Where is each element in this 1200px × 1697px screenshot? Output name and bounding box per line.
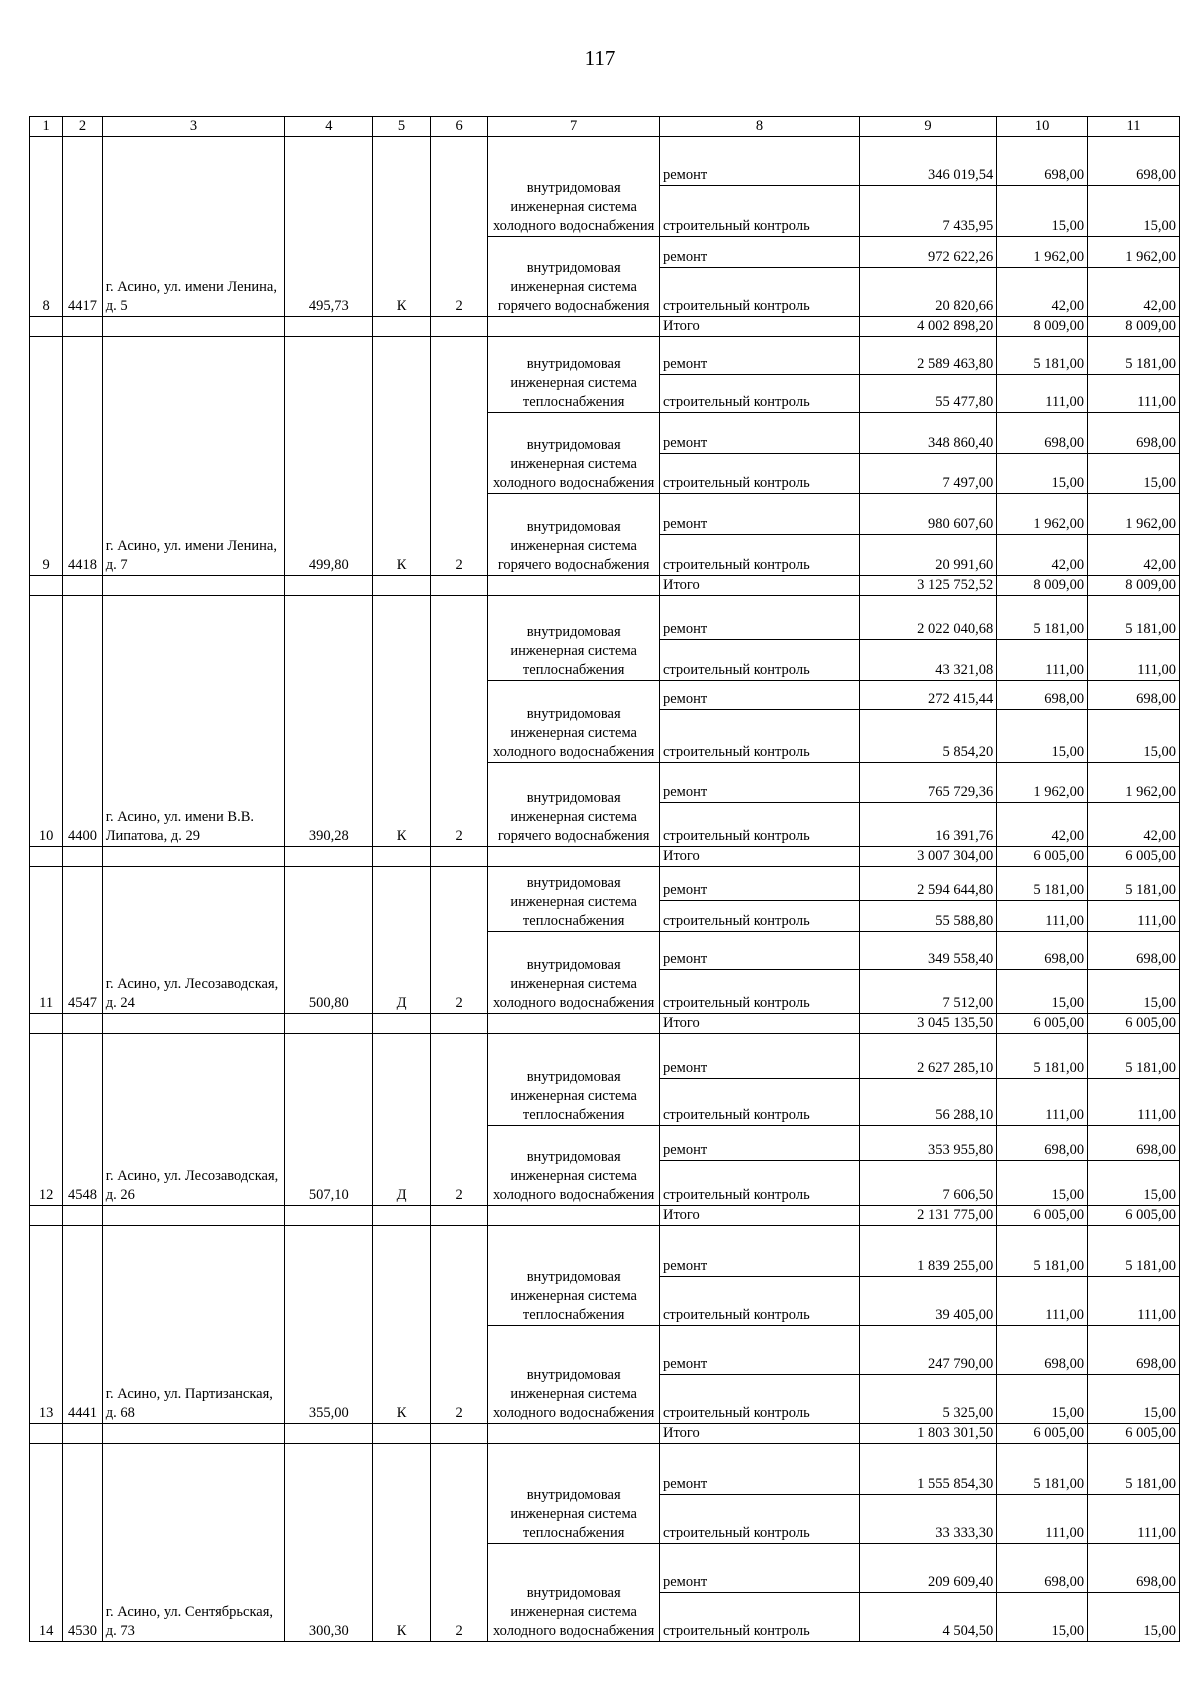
empty-cell	[285, 317, 373, 337]
control-amount: 7 497,00	[859, 454, 996, 494]
control-amount: 111,00	[997, 1277, 1088, 1326]
building-area: 495,73	[285, 137, 373, 317]
control-amount: 7 512,00	[859, 970, 996, 1014]
work-type-repair: ремонт	[659, 867, 859, 901]
system-name: внутридомовая инженерная система холодного водоснабжения	[488, 413, 660, 494]
repair-amount: 1 962,00	[1088, 494, 1180, 535]
control-amount: 15,00	[997, 454, 1088, 494]
repair-row	[30, 1034, 1180, 1079]
repair-amount: 5 181,00	[1088, 596, 1180, 640]
empty-cell	[285, 1206, 373, 1226]
control-amount: 15,00	[997, 1375, 1088, 1424]
work-type-control: строительный контроль	[659, 535, 859, 576]
total-amount: 6 005,00	[997, 1014, 1088, 1034]
building-address: г. Асино, ул. Лесозаводская, д. 26	[102, 1034, 285, 1206]
total-amount: 6 005,00	[1088, 847, 1180, 867]
empty-cell	[488, 317, 660, 337]
total-row	[30, 1206, 1180, 1226]
work-type-control: строительный контроль	[659, 1161, 859, 1206]
empty-cell	[63, 317, 102, 337]
repair-amount: 1 962,00	[997, 763, 1088, 803]
repair-amount: 1 839 255,00	[859, 1226, 996, 1277]
empty-cell	[285, 1424, 373, 1444]
control-amount: 15,00	[997, 186, 1088, 237]
empty-cell	[285, 847, 373, 867]
building-group: 2	[430, 337, 488, 576]
work-type-control: строительный контроль	[659, 970, 859, 1014]
header-row	[30, 117, 1180, 137]
work-type-repair: ремонт	[659, 1326, 859, 1375]
building-address: г. Асино, ул. Сентябрьская, д. 73	[102, 1444, 285, 1642]
work-type-total: Итого	[659, 1014, 859, 1034]
building-area: 500,80	[285, 867, 373, 1014]
empty-cell	[488, 1014, 660, 1034]
repair-amount: 698,00	[997, 932, 1088, 970]
repair-amount: 5 181,00	[1088, 1444, 1180, 1495]
control-amount: 111,00	[1088, 640, 1180, 681]
work-type-repair: ремонт	[659, 1444, 859, 1495]
control-amount: 111,00	[997, 901, 1088, 932]
building-area: 499,80	[285, 337, 373, 576]
empty-cell	[373, 317, 431, 337]
row-number: 8	[30, 137, 63, 317]
work-type-repair: ремонт	[659, 1126, 859, 1161]
control-amount: 15,00	[997, 970, 1088, 1014]
repair-amount: 1 962,00	[1088, 763, 1180, 803]
empty-cell	[102, 576, 285, 596]
control-amount: 4 504,50	[859, 1593, 996, 1642]
column-header: 5	[373, 117, 431, 137]
column-header: 11	[1088, 117, 1180, 137]
control-amount: 15,00	[997, 1161, 1088, 1206]
repair-amount: 346 019,54	[859, 137, 996, 186]
total-amount: 8 009,00	[997, 576, 1088, 596]
repair-amount: 698,00	[1088, 681, 1180, 710]
repair-amount: 1 962,00	[997, 237, 1088, 268]
work-type-control: строительный контроль	[659, 1593, 859, 1642]
work-type-control: строительный контроль	[659, 1495, 859, 1544]
empty-cell	[430, 317, 488, 337]
building-area: 300,30	[285, 1444, 373, 1642]
repair-amount: 1 555 854,30	[859, 1444, 996, 1495]
control-amount: 111,00	[1088, 901, 1180, 932]
total-amount: 8 009,00	[1088, 317, 1180, 337]
total-amount: 2 131 775,00	[859, 1206, 996, 1226]
repair-amount: 2 594 644,80	[859, 867, 996, 901]
work-type-repair: ремонт	[659, 494, 859, 535]
repair-amount: 698,00	[997, 413, 1088, 454]
control-amount: 15,00	[1088, 1161, 1180, 1206]
repair-row	[30, 867, 1180, 901]
column-header: 4	[285, 117, 373, 137]
control-amount: 5 325,00	[859, 1375, 996, 1424]
repair-amount: 698,00	[997, 1544, 1088, 1593]
system-name: внутридомовая инженерная система теплоснабжения	[488, 1444, 660, 1544]
building-code: 4418	[63, 337, 102, 576]
repair-amount: 5 181,00	[997, 1444, 1088, 1495]
work-type-repair: ремонт	[659, 932, 859, 970]
empty-cell	[373, 576, 431, 596]
building-code: 4530	[63, 1444, 102, 1642]
repair-amount: 5 181,00	[1088, 337, 1180, 375]
total-amount: 6 005,00	[997, 1424, 1088, 1444]
building-area: 390,28	[285, 596, 373, 847]
work-type-control: строительный контроль	[659, 186, 859, 237]
building-group: 2	[430, 867, 488, 1014]
repair-amount: 698,00	[997, 681, 1088, 710]
total-amount: 3 125 752,52	[859, 576, 996, 596]
control-amount: 111,00	[1088, 1079, 1180, 1126]
system-name: внутридомовая инженерная система холодного водоснабжения	[488, 1544, 660, 1642]
empty-cell	[102, 1424, 285, 1444]
building-group: 2	[430, 596, 488, 847]
building-code: 4548	[63, 1034, 102, 1206]
empty-cell	[30, 847, 63, 867]
system-name: внутридомовая инженерная система холодного водоснабжения	[488, 932, 660, 1014]
building-group: 2	[430, 1034, 488, 1206]
work-type-repair: ремонт	[659, 1226, 859, 1277]
building-address: г. Асино, ул. имени Ленина, д. 5	[102, 137, 285, 317]
control-amount: 42,00	[997, 535, 1088, 576]
work-type-repair: ремонт	[659, 137, 859, 186]
empty-cell	[488, 847, 660, 867]
control-amount: 15,00	[1088, 1593, 1180, 1642]
empty-cell	[430, 1424, 488, 1444]
control-amount: 42,00	[1088, 803, 1180, 847]
empty-cell	[488, 1424, 660, 1444]
total-row	[30, 1424, 1180, 1444]
work-type-repair: ремонт	[659, 763, 859, 803]
column-header: 8	[659, 117, 859, 137]
building-area: 507,10	[285, 1034, 373, 1206]
work-type-control: строительный контроль	[659, 710, 859, 763]
repair-amount: 5 181,00	[997, 596, 1088, 640]
work-type-control: строительный контроль	[659, 375, 859, 413]
empty-cell	[430, 1206, 488, 1226]
building-type: Д	[373, 867, 431, 1014]
empty-cell	[63, 847, 102, 867]
repair-schedule-table	[29, 116, 1180, 1642]
empty-cell	[30, 576, 63, 596]
row-number: 13	[30, 1226, 63, 1424]
control-amount: 111,00	[1088, 1495, 1180, 1544]
total-amount: 6 005,00	[997, 847, 1088, 867]
control-amount: 42,00	[1088, 535, 1180, 576]
empty-cell	[430, 847, 488, 867]
control-amount: 43 321,08	[859, 640, 996, 681]
repair-amount: 5 181,00	[1088, 1034, 1180, 1079]
building-type: Д	[373, 1034, 431, 1206]
total-amount: 6 005,00	[997, 1206, 1088, 1226]
work-type-repair: ремонт	[659, 1544, 859, 1593]
repair-amount: 1 962,00	[997, 494, 1088, 535]
control-amount: 7 435,95	[859, 186, 996, 237]
row-number: 10	[30, 596, 63, 847]
empty-cell	[373, 847, 431, 867]
work-type-control: строительный контроль	[659, 454, 859, 494]
total-amount: 6 005,00	[1088, 1424, 1180, 1444]
repair-amount: 5 181,00	[1088, 1226, 1180, 1277]
total-amount: 1 803 301,50	[859, 1424, 996, 1444]
total-amount: 3 045 135,50	[859, 1014, 996, 1034]
work-type-repair: ремонт	[659, 413, 859, 454]
repair-amount: 765 729,36	[859, 763, 996, 803]
control-amount: 15,00	[1088, 710, 1180, 763]
building-address: г. Асино, ул. Партизанская, д. 68	[102, 1226, 285, 1424]
total-row	[30, 317, 1180, 337]
work-type-control: строительный контроль	[659, 1277, 859, 1326]
system-name: внутридомовая инженерная система теплоснабжения	[488, 867, 660, 932]
row-number: 14	[30, 1444, 63, 1642]
page-number: 117	[584, 46, 616, 70]
repair-amount: 980 607,60	[859, 494, 996, 535]
empty-cell	[63, 1014, 102, 1034]
empty-cell	[430, 1014, 488, 1034]
row-number: 12	[30, 1034, 63, 1206]
empty-cell	[63, 1424, 102, 1444]
system-name: внутридомовая инженерная система холодного водоснабжения	[488, 1126, 660, 1206]
repair-amount: 698,00	[1088, 1544, 1180, 1593]
repair-row	[30, 596, 1180, 640]
control-amount: 15,00	[1088, 970, 1180, 1014]
row-number: 9	[30, 337, 63, 576]
building-code: 4441	[63, 1226, 102, 1424]
repair-amount: 698,00	[997, 1326, 1088, 1375]
control-amount: 5 854,20	[859, 710, 996, 763]
work-type-repair: ремонт	[659, 681, 859, 710]
repair-amount: 698,00	[1088, 413, 1180, 454]
building-group: 2	[430, 1226, 488, 1424]
repair-amount: 5 181,00	[997, 1034, 1088, 1079]
total-row	[30, 576, 1180, 596]
work-type-total: Итого	[659, 847, 859, 867]
system-name: внутридомовая инженерная система горячего водоснабжения	[488, 237, 660, 317]
empty-cell	[102, 317, 285, 337]
repair-amount: 353 955,80	[859, 1126, 996, 1161]
repair-amount: 349 558,40	[859, 932, 996, 970]
control-amount: 15,00	[1088, 1375, 1180, 1424]
empty-cell	[488, 1206, 660, 1226]
work-type-repair: ремонт	[659, 1034, 859, 1079]
building-area: 355,00	[285, 1226, 373, 1424]
total-amount: 6 005,00	[1088, 1206, 1180, 1226]
column-header: 9	[859, 117, 996, 137]
empty-cell	[102, 1014, 285, 1034]
row-number: 11	[30, 867, 63, 1014]
total-amount: 8 009,00	[997, 317, 1088, 337]
control-amount: 55 477,80	[859, 375, 996, 413]
building-code: 4400	[63, 596, 102, 847]
repair-amount: 5 181,00	[1088, 867, 1180, 901]
empty-cell	[63, 1206, 102, 1226]
empty-cell	[373, 1424, 431, 1444]
total-amount: 8 009,00	[1088, 576, 1180, 596]
work-type-control: строительный контроль	[659, 1079, 859, 1126]
repair-amount: 972 622,26	[859, 237, 996, 268]
control-amount: 15,00	[1088, 454, 1180, 494]
work-type-control: строительный контроль	[659, 1375, 859, 1424]
work-type-total: Итого	[659, 576, 859, 596]
repair-amount: 5 181,00	[997, 1226, 1088, 1277]
system-name: внутридомовая инженерная система холодного водоснабжения	[488, 137, 660, 237]
repair-row	[30, 1226, 1180, 1277]
repair-amount: 247 790,00	[859, 1326, 996, 1375]
work-type-control: строительный контроль	[659, 640, 859, 681]
repair-amount: 698,00	[1088, 1326, 1180, 1375]
repair-amount: 272 415,44	[859, 681, 996, 710]
building-type: К	[373, 137, 431, 317]
building-group: 2	[430, 137, 488, 317]
control-amount: 15,00	[997, 710, 1088, 763]
building-type: К	[373, 337, 431, 576]
work-type-total: Итого	[659, 1424, 859, 1444]
building-type: К	[373, 1444, 431, 1642]
empty-cell	[30, 1424, 63, 1444]
repair-amount: 698,00	[1088, 932, 1180, 970]
empty-cell	[30, 1206, 63, 1226]
empty-cell	[285, 1014, 373, 1034]
repair-row	[30, 337, 1180, 375]
repair-amount: 5 181,00	[997, 337, 1088, 375]
work-type-control: строительный контроль	[659, 803, 859, 847]
repair-amount: 2 589 463,80	[859, 337, 996, 375]
control-amount: 56 288,10	[859, 1079, 996, 1126]
total-amount: 3 007 304,00	[859, 847, 996, 867]
empty-cell	[373, 1014, 431, 1034]
empty-cell	[488, 576, 660, 596]
repair-amount: 698,00	[997, 1126, 1088, 1161]
control-amount: 111,00	[1088, 1277, 1180, 1326]
control-amount: 33 333,30	[859, 1495, 996, 1544]
work-type-repair: ремонт	[659, 237, 859, 268]
repair-row	[30, 137, 1180, 186]
work-type-repair: ремонт	[659, 596, 859, 640]
work-type-total: Итого	[659, 317, 859, 337]
work-type-repair: ремонт	[659, 337, 859, 375]
total-amount: 6 005,00	[1088, 1014, 1180, 1034]
building-address: г. Асино, ул. Лесозаводская, д. 24	[102, 867, 285, 1014]
work-type-control: строительный контроль	[659, 901, 859, 932]
column-header: 2	[63, 117, 102, 137]
empty-cell	[30, 1014, 63, 1034]
total-row	[30, 1014, 1180, 1034]
control-amount: 111,00	[997, 1495, 1088, 1544]
control-amount: 111,00	[997, 1079, 1088, 1126]
repair-amount: 698,00	[1088, 137, 1180, 186]
column-header: 10	[997, 117, 1088, 137]
repair-amount: 348 860,40	[859, 413, 996, 454]
control-amount: 42,00	[1088, 268, 1180, 317]
repair-amount: 1 962,00	[1088, 237, 1180, 268]
control-amount: 111,00	[997, 640, 1088, 681]
building-address: г. Асино, ул. имени В.В. Липатова, д. 29	[102, 596, 285, 847]
column-header: 1	[30, 117, 63, 137]
building-type: К	[373, 596, 431, 847]
empty-cell	[102, 1206, 285, 1226]
empty-cell	[102, 847, 285, 867]
building-address: г. Асино, ул. имени Ленина, д. 7	[102, 337, 285, 576]
control-amount: 42,00	[997, 268, 1088, 317]
work-type-control: строительный контроль	[659, 268, 859, 317]
control-amount: 55 588,80	[859, 901, 996, 932]
repair-amount: 2 627 285,10	[859, 1034, 996, 1079]
system-name: внутридомовая инженерная система теплоснабжения	[488, 1226, 660, 1326]
building-type: К	[373, 1226, 431, 1424]
control-amount: 42,00	[997, 803, 1088, 847]
empty-cell	[30, 317, 63, 337]
repair-amount: 5 181,00	[997, 867, 1088, 901]
empty-cell	[430, 576, 488, 596]
system-name: внутридомовая инженерная система холодного водоснабжения	[488, 681, 660, 763]
control-amount: 20 991,60	[859, 535, 996, 576]
column-header: 3	[102, 117, 285, 137]
column-header: 6	[430, 117, 488, 137]
control-amount: 39 405,00	[859, 1277, 996, 1326]
building-code: 4547	[63, 867, 102, 1014]
building-group: 2	[430, 1444, 488, 1642]
repair-amount: 698,00	[1088, 1126, 1180, 1161]
empty-cell	[373, 1206, 431, 1226]
system-name: внутридомовая инженерная система горячего водоснабжения	[488, 763, 660, 847]
control-amount: 15,00	[1088, 186, 1180, 237]
empty-cell	[285, 576, 373, 596]
empty-cell	[63, 576, 102, 596]
system-name: внутридомовая инженерная система теплоснабжения	[488, 337, 660, 413]
control-amount: 111,00	[997, 375, 1088, 413]
repair-amount: 2 022 040,68	[859, 596, 996, 640]
control-amount: 7 606,50	[859, 1161, 996, 1206]
system-name: внутридомовая инженерная система теплоснабжения	[488, 1034, 660, 1126]
total-amount: 4 002 898,20	[859, 317, 996, 337]
control-amount: 20 820,66	[859, 268, 996, 317]
column-header: 7	[488, 117, 660, 137]
repair-amount: 698,00	[997, 137, 1088, 186]
control-amount: 16 391,76	[859, 803, 996, 847]
total-row	[30, 847, 1180, 867]
repair-amount: 209 609,40	[859, 1544, 996, 1593]
control-amount: 15,00	[997, 1593, 1088, 1642]
system-name: внутридомовая инженерная система теплоснабжения	[488, 596, 660, 681]
system-name: внутридомовая инженерная система холодного водоснабжения	[488, 1326, 660, 1424]
control-amount: 111,00	[1088, 375, 1180, 413]
work-type-total: Итого	[659, 1206, 859, 1226]
system-name: внутридомовая инженерная система горячего водоснабжения	[488, 494, 660, 576]
building-code: 4417	[63, 137, 102, 317]
repair-row	[30, 1444, 1180, 1495]
